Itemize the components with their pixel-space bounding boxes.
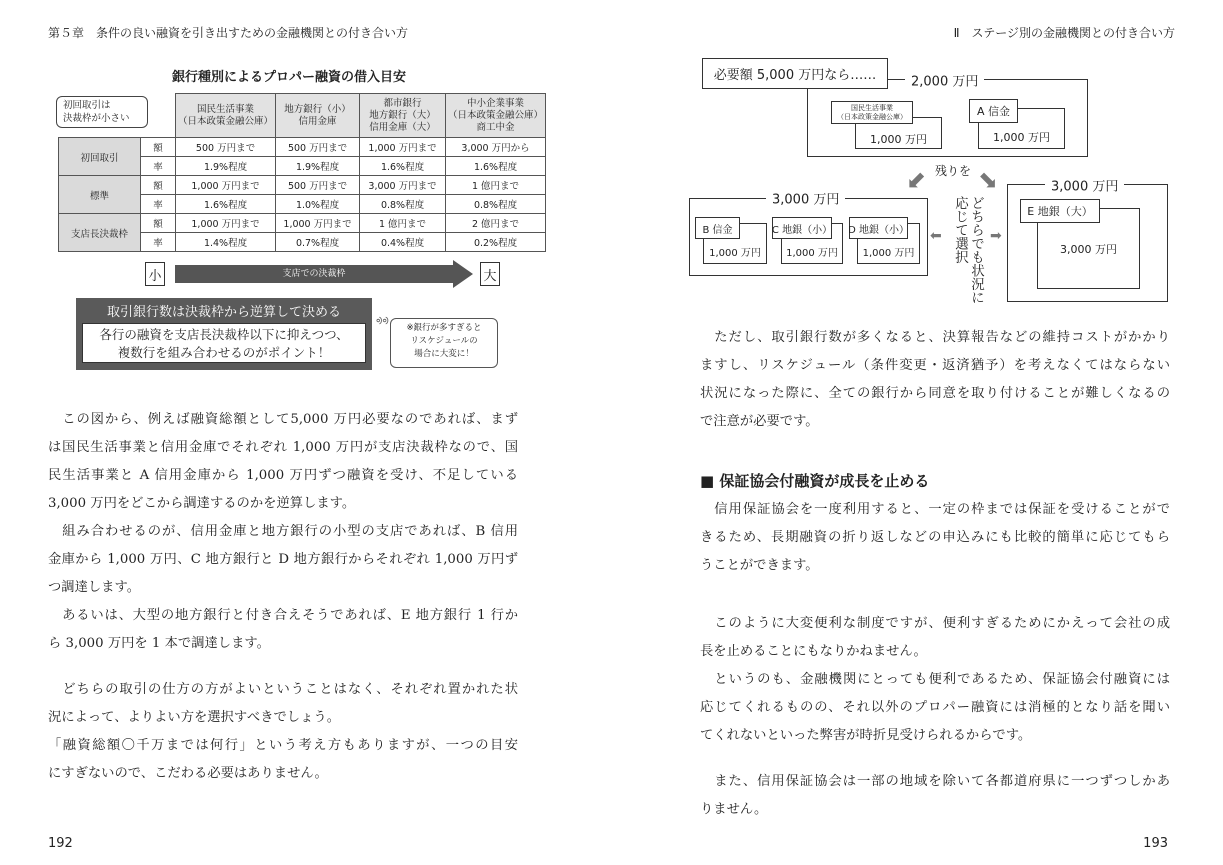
rate-cell: 1.6%程度 — [446, 157, 546, 176]
amount-cell: 1,000 万円まで — [176, 176, 276, 195]
text-line: この図から、例えば融資総額として5,000 万円必要なのであれば、まず — [48, 412, 518, 427]
column-header-line: 信用金庫（大） — [369, 121, 436, 133]
text-line: 信用保証協会を一度利用すると、一定の枠までは保証を受けることがで — [700, 502, 1170, 517]
paragraph-gap — [700, 580, 1170, 610]
text-line: 組み合わせるのが、信用金庫と地方銀行の小型の支店であれば、B 信用 — [48, 524, 518, 539]
rate-cell: 1.4%程度 — [176, 233, 276, 252]
paragraph-gap — [700, 750, 1170, 768]
a-bank-amount: 1,000 万円 — [978, 108, 1065, 149]
bubble-line: 初回取引は — [63, 100, 111, 111]
page-number-left: 192 — [48, 836, 73, 851]
paragraph-gap — [48, 658, 518, 676]
arrow-right-icon: ➡ — [990, 228, 1002, 244]
point-box — [76, 298, 372, 370]
amount-cell: 500 万円まで — [276, 176, 360, 195]
rate-cell: 0.8%程度 — [360, 195, 446, 214]
table-row — [59, 176, 546, 195]
remaining-label: 残りを — [935, 164, 972, 178]
text-line: このように大変便利な制度ですが、便利すぎるためにかえって会社の成 — [700, 616, 1170, 631]
rate-cell: 0.7%程度 — [276, 233, 360, 252]
column-header-line: 国民生活事業 — [197, 103, 255, 115]
text-line: ますし、リスケジュール（条件変更・返済猶予）を考えなくてはならない — [700, 358, 1170, 373]
scale-small: 小 — [145, 262, 165, 286]
top-total: 2,000 万円 — [905, 71, 984, 90]
rate-cell: 1.9%程度 — [276, 157, 360, 176]
need-box: 必要額 5,000 万円なら…… — [702, 58, 888, 89]
column-header — [446, 94, 546, 138]
text-line: てくれないといった弊害が時折見受けられるからです。 — [700, 728, 1032, 743]
column-header-line: （日本政策金融公庫） — [178, 115, 274, 127]
amount-cell: 500 万円まで — [176, 138, 276, 157]
left-total: 3,000 万円 — [766, 189, 845, 208]
text-line: 金庫から 1,000 万円、C 地方銀行と D 地方銀行からそれぞれ 1,000 万円ず — [48, 552, 518, 567]
text-line: ただし、取引銀行数が多くなると、決算報告などの維持コストがかかり — [700, 330, 1170, 345]
text-line: 3,000 万円をどこから調達するのかを逆算します。 — [48, 496, 356, 511]
a-bank-label: A 信金 — [969, 99, 1018, 123]
text-line: ら 3,000 万円を 1 本で調達します。 — [48, 636, 270, 651]
rate-cell: 0.8%程度 — [446, 195, 546, 214]
note-line: 場合に大変に！ — [414, 349, 474, 359]
text-line: で注意が必要です。 — [700, 414, 819, 429]
rate-cell: 1.9%程度 — [176, 157, 276, 176]
arrow-left-icon: ⬅ — [930, 228, 942, 244]
rate-label: 率 — [141, 233, 176, 252]
row-label: 支店長決裁枠 — [59, 214, 141, 252]
amount-label: 額 — [141, 176, 176, 195]
column-header-line: 信用金庫 — [298, 115, 337, 127]
e-bank-label: E 地銀（大） — [1020, 199, 1100, 223]
amount-cell: 1 億円まで — [446, 176, 546, 195]
arrow-head-icon — [453, 260, 473, 288]
column-header-line: 都市銀行 — [383, 97, 422, 109]
row-label: 初回取引 — [59, 138, 141, 176]
left-body — [48, 406, 518, 788]
e-bank-amount: 3,000 万円 — [1037, 208, 1140, 289]
text-line: あるいは、大型の地方銀行と付き合えそうであれば、E 地方銀行 1 行か — [48, 608, 518, 623]
point-body — [82, 323, 366, 363]
amount-cell: 1,000 万円まで — [176, 214, 276, 233]
figure-title: 銀行種別によるプロパー融資の借入目安 — [171, 70, 406, 85]
column-header — [276, 94, 360, 138]
text-line: というのも、金融機関にとっても便利であるため、保証協会付融資には — [700, 672, 1170, 687]
text-line: 長を止めることにもなりかねません。 — [700, 644, 927, 659]
amount-cell: 2 億円まで — [446, 214, 546, 233]
point-line: 各行の融資を支店長決裁枠以下に抑えつつ、 — [99, 327, 349, 342]
paragraph-gap — [700, 436, 1170, 466]
text-line: どちらの取引の仕方の方がよいということはなく、それぞれ置かれた状 — [48, 682, 518, 697]
rate-cell: 1.0%程度 — [276, 195, 360, 214]
b-bank-amount: 1,000 万円 — [703, 223, 767, 264]
amount-cell: 1,000 万円まで — [360, 138, 446, 157]
text-line: りません。 — [700, 802, 768, 817]
text-line: は国民生活事業と信用金庫でそれぞれ 1,000 万円が支店決裁枠なので、国 — [48, 440, 518, 455]
rate-cell: 0.4%程度 — [360, 233, 446, 252]
d-bank-amount: 1,000 万円 — [857, 223, 920, 264]
arrow-down-right-icon: ⬊ — [978, 166, 999, 194]
amount-cell: 3,000 万円まで — [360, 176, 446, 195]
text-line: つ調達します。 — [48, 580, 141, 595]
kokumin-label — [831, 101, 913, 124]
rate-cell: 1.6%程度 — [176, 195, 276, 214]
row-label: 標準 — [59, 176, 141, 214]
column-header-line: 中小企業事業 — [467, 97, 525, 109]
column-header-line: 地方銀行（大） — [369, 109, 436, 121]
text-line: うことができます。 — [700, 558, 819, 573]
column-header — [176, 94, 276, 138]
section-heading: ■ 保証協会付融資が成長を止める — [700, 472, 930, 490]
section-header: Ⅱ ステージ別の金融機関との付き合い方 — [953, 26, 1175, 40]
text-line: 民生活事業と A 信用金庫から 1,000 万円ずつ融資を受け、不足している — [48, 468, 518, 483]
rate-label: 率 — [141, 195, 176, 214]
chapter-header: 第５章 条件の良い融資を引き出すための金融機関との付き合い方 — [48, 26, 409, 40]
amount-cell: 1,000 万円まで — [276, 214, 360, 233]
amount-cell: 500 万円まで — [276, 138, 360, 157]
kokumin-line: （日本政策金融公庫） — [837, 112, 907, 121]
note-line: リスケジュールの — [410, 336, 478, 346]
text-line: また、信用保証協会は一部の地域を除いて各都道府県に一つずつしかあ — [700, 774, 1170, 789]
rate-cell: 0.2%程度 — [446, 233, 546, 252]
rate-cell: 1.6%程度 — [360, 157, 446, 176]
column-header — [360, 94, 446, 138]
table-row — [59, 138, 546, 157]
kokumin-line: 国民生活事業 — [851, 103, 893, 112]
c-bank-amount: 1,000 万円 — [781, 223, 843, 264]
right-body — [700, 324, 1170, 824]
text-line: 況によって、よりよい方を選択すべきでしょう。 — [48, 710, 340, 725]
note-bubble — [390, 318, 498, 368]
column-header-line: 商工中金 — [476, 121, 515, 133]
kokumin-amount: 1,000 万円 — [855, 117, 942, 149]
choose-text — [952, 196, 984, 306]
page-number-right: 193 — [1143, 836, 1168, 851]
choose-line: 応じて選択 — [952, 196, 968, 264]
b-bank-label: B 信金 — [695, 217, 740, 239]
amount-cell: 1 億円まで — [360, 214, 446, 233]
amount-label: 額 — [141, 214, 176, 233]
scale-arrow: 支店での決裁枠 — [175, 265, 453, 283]
c-bank-label: C 地銀（小） — [772, 217, 832, 239]
text-line: 応じてくれるものの、それ以外のプロパー融資には消極的となり話を聞い — [700, 700, 1170, 715]
text-line: きるため、長期融資の折り返しなどの申込みにも比較的簡単に応じてもら — [700, 530, 1170, 545]
amount-label: 額 — [141, 138, 176, 157]
table-row — [59, 214, 546, 233]
amount-cell: 3,000 万円から — [446, 138, 546, 157]
bubble-line: 決裁枠が小さい — [63, 113, 130, 124]
column-header-line: 地方銀行（小） — [284, 103, 351, 115]
point-line: 複数行を組み合わせるのがポイント！ — [117, 345, 331, 360]
d-bank-label: D 地銀（小） — [849, 217, 908, 239]
text-line: 状況になった際に、全ての銀行から同意を取り付けることが難しくなるの — [700, 386, 1170, 401]
point-title: 取引銀行数は決裁枠から逆算して決める — [106, 305, 341, 320]
first-deal-bubble — [56, 96, 148, 128]
bubble-tail-icon: ᢀᢀ — [376, 315, 389, 328]
choose-line: どちらでも状況に — [968, 196, 984, 304]
scale-large: 大 — [480, 262, 500, 286]
note-line: ※銀行が多すぎると — [406, 323, 482, 333]
text-line: 「融資総額〇千万までは何行」という考え方もありますが、一つの目安 — [48, 738, 518, 753]
right-total: 3,000 万円 — [1045, 176, 1124, 195]
text-line: にすぎないので、こだわる必要はありません。 — [48, 766, 328, 781]
rate-label: 率 — [141, 157, 176, 176]
arrow-down-left-icon: ⬋ — [906, 166, 927, 194]
column-header-line: （日本政策金融公庫） — [448, 109, 544, 121]
